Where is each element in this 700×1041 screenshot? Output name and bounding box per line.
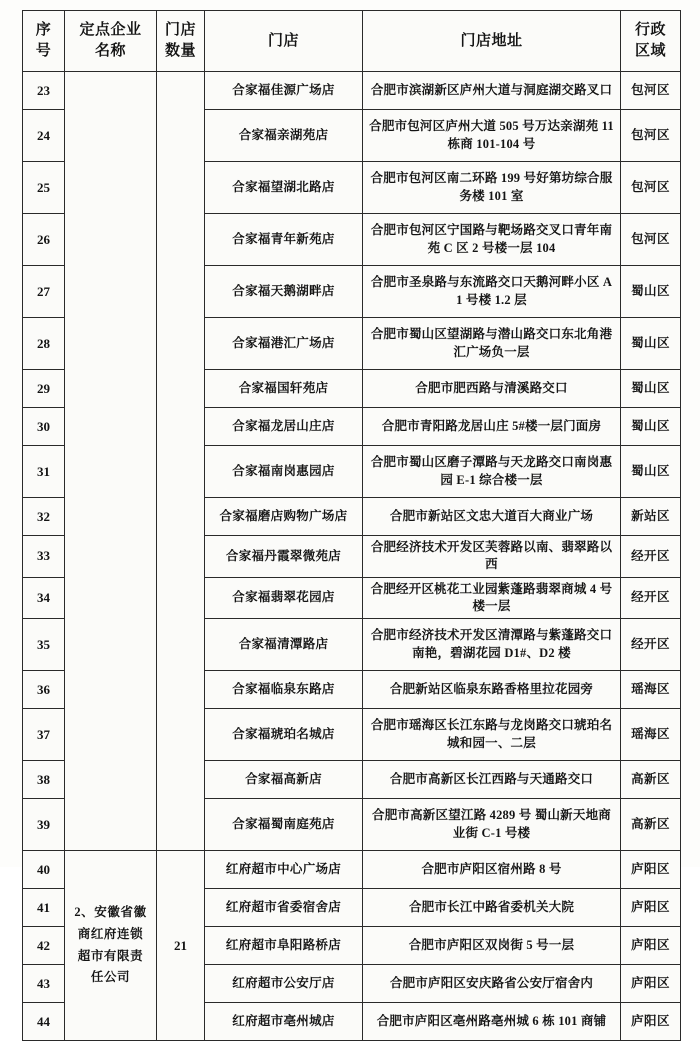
cell-seq: 39 <box>23 799 65 851</box>
cell-seq: 28 <box>23 318 65 370</box>
cell-store-name: 合家福港汇广场店 <box>205 318 363 370</box>
header-enterprise-line-1: 定点企业 <box>79 22 142 39</box>
cell-district: 新站区 <box>621 498 681 536</box>
cell-district: 经开区 <box>621 619 681 671</box>
table-header <box>23 11 681 72</box>
cell-district: 蜀山区 <box>621 318 681 370</box>
cell-store-address: 合肥市蜀山区望湖路与潜山路交口东北角港汇广场负一层 <box>363 318 621 370</box>
cell-seq: 36 <box>23 671 65 709</box>
header-store-line-1: 门店 <box>267 32 299 49</box>
cell-store-address: 合肥市庐阳区宿州路 8 号 <box>363 851 621 889</box>
cell-store-address: 合肥市包河区庐州大道 505 号万达亲湖苑 11 栋商 101-104 号 <box>363 110 621 162</box>
cell-store-address: 合肥市肥西路与清溪路交口 <box>363 370 621 408</box>
cell-seq: 35 <box>23 619 65 671</box>
table-row <box>23 72 681 110</box>
cell-store-name: 合家福国轩苑店 <box>205 370 363 408</box>
cell-enterprise-name <box>65 851 157 1041</box>
cell-district: 包河区 <box>621 162 681 214</box>
enterprise-name-line: 商红府连锁 <box>77 926 144 941</box>
cell-seq: 44 <box>23 1003 65 1041</box>
cell-store-address: 合肥市经济技术开发区清潭路与紫蓬路交口南艳，碧湖花园 D1#、D2 楼 <box>363 619 621 671</box>
cell-store-name: 合家福高新店 <box>205 761 363 799</box>
cell-store-address: 合肥市包河区宁国路与靶场路交叉口青年南苑 C 区 2 号楼一层 104 <box>363 214 621 266</box>
header-cell-district <box>621 11 681 72</box>
cell-store-name: 合家福龙居山庄店 <box>205 408 363 446</box>
header-seq-line-2: 号 <box>35 43 52 59</box>
cell-district: 蜀山区 <box>621 370 681 408</box>
header-seq-line-1: 序 <box>35 22 52 39</box>
cell-district: 庐阳区 <box>621 851 681 889</box>
cell-district: 蜀山区 <box>621 266 681 318</box>
cell-seq: 41 <box>23 889 65 927</box>
cell-store-address: 合肥经开区桃花工业园紫蓬路翡翠商城 4 号楼一层 <box>363 577 621 619</box>
cell-store-address: 合肥市蜀山区磨子潭路与天龙路交口南岗惠园 E-1 综合楼一层 <box>363 446 621 498</box>
header-row <box>23 11 681 72</box>
header-cell-address <box>363 11 621 72</box>
cell-store-address: 合肥市圣泉路与东流路交口天鹅河畔小区 A1 号楼 1.2 层 <box>363 266 621 318</box>
cell-store-name: 合家福琥珀名城店 <box>205 709 363 761</box>
cell-store-name: 红府超市中心广场店 <box>205 851 363 889</box>
cell-enterprise-name <box>65 72 157 851</box>
cell-store-name: 合家福临泉东路店 <box>205 671 363 709</box>
cell-district: 庐阳区 <box>621 927 681 965</box>
cell-store-count <box>157 72 205 851</box>
enterprise-name-line: 2、安徽省徽 <box>74 904 147 919</box>
cell-store-address: 合肥经济技术开发区芙蓉路以南、翡翠路以西 <box>363 536 621 578</box>
cell-seq: 34 <box>23 577 65 619</box>
cell-store-name: 红府超市阜阳路桥店 <box>205 927 363 965</box>
enterprise-name-line: 任公司 <box>90 970 131 985</box>
cell-store-address: 合肥市瑶海区长江东路与龙岗路交口琥珀名城和园一、二层 <box>363 709 621 761</box>
cell-store-name: 合家福丹霞翠微苑店 <box>205 536 363 578</box>
designated-stores-table <box>22 10 681 1041</box>
cell-seq: 40 <box>23 851 65 889</box>
cell-store-name: 合家福南岗惠园店 <box>205 446 363 498</box>
cell-store-address: 合肥市青阳路龙居山庄 5#楼一层门面房 <box>363 408 621 446</box>
table-row <box>23 851 681 889</box>
cell-store-address: 合肥市庐阳区双岗街 5 号一层 <box>363 927 621 965</box>
header-count-line-1: 门店 <box>164 22 196 39</box>
header-cell-enterprise <box>65 11 157 72</box>
cell-store-address: 合肥市庐阳区安庆路省公安厅宿舍内 <box>363 965 621 1003</box>
header-enterprise-line-2: 名称 <box>94 43 126 59</box>
cell-store-address: 合肥市高新区长江西路与天通路交口 <box>363 761 621 799</box>
cell-store-name: 红府超市亳州城店 <box>205 1003 363 1041</box>
cell-district: 高新区 <box>621 799 681 851</box>
header-cell-seq <box>23 11 65 72</box>
cell-seq: 43 <box>23 965 65 1003</box>
cell-store-address: 合肥新站区临泉东路香格里拉花园旁 <box>363 671 621 709</box>
cell-district: 经开区 <box>621 577 681 619</box>
cell-store-name: 合家福翡翠花园店 <box>205 577 363 619</box>
header-cell-store <box>205 11 363 72</box>
cell-store-address: 合肥市新站区文忠大道百大商业广场 <box>363 498 621 536</box>
cell-seq: 30 <box>23 408 65 446</box>
header-district-line-1: 行政 <box>634 22 666 39</box>
cell-store-count: 21 <box>157 851 205 1041</box>
header-count-line-2: 数量 <box>164 43 196 59</box>
enterprise-name-line: 超市有限责 <box>77 948 144 963</box>
cell-district: 瑶海区 <box>621 709 681 761</box>
cell-store-name: 红府超市公安厅店 <box>205 965 363 1003</box>
cell-seq: 23 <box>23 72 65 110</box>
header-cell-count <box>157 11 205 72</box>
cell-district: 包河区 <box>621 110 681 162</box>
cell-seq: 42 <box>23 927 65 965</box>
cell-store-name: 合家福天鹅湖畔店 <box>205 266 363 318</box>
cell-seq: 31 <box>23 446 65 498</box>
cell-store-name: 合家福蜀南庭苑店 <box>205 799 363 851</box>
cell-district: 经开区 <box>621 536 681 578</box>
cell-seq: 32 <box>23 498 65 536</box>
cell-district: 蜀山区 <box>621 446 681 498</box>
cell-store-address: 合肥市高新区望江路 4289 号 蜀山新天地商业街 C-1 号楼 <box>363 799 621 851</box>
cell-seq: 38 <box>23 761 65 799</box>
cell-store-name: 合家福磨店购物广场店 <box>205 498 363 536</box>
cell-seq: 27 <box>23 266 65 318</box>
cell-store-address: 合肥市长江中路省委机关大院 <box>363 889 621 927</box>
cell-district: 包河区 <box>621 214 681 266</box>
cell-seq: 24 <box>23 110 65 162</box>
cell-store-address: 合肥市庐阳区亳州路亳州城 6 栋 101 商铺 <box>363 1003 621 1041</box>
cell-store-address: 合肥市包河区南二环路 199 号好第坊综合服务楼 101 室 <box>363 162 621 214</box>
cell-store-name: 合家福青年新苑店 <box>205 214 363 266</box>
cell-district: 庐阳区 <box>621 1003 681 1041</box>
cell-district: 庐阳区 <box>621 889 681 927</box>
cell-store-name: 合家福清潭路店 <box>205 619 363 671</box>
cell-seq: 33 <box>23 536 65 578</box>
cell-store-name: 红府超市省委宿舍店 <box>205 889 363 927</box>
cell-seq: 26 <box>23 214 65 266</box>
cell-seq: 25 <box>23 162 65 214</box>
cell-store-name: 合家福望湖北路店 <box>205 162 363 214</box>
cell-district: 庐阳区 <box>621 965 681 1003</box>
cell-district: 包河区 <box>621 72 681 110</box>
cell-store-address: 合肥市滨湖新区庐州大道与洞庭湖交路叉口 <box>363 72 621 110</box>
cell-district: 高新区 <box>621 761 681 799</box>
table-body <box>23 72 681 1041</box>
cell-store-name: 合家福佳源广场店 <box>205 72 363 110</box>
cell-seq: 29 <box>23 370 65 408</box>
header-address-line-1: 门店地址 <box>460 32 523 49</box>
cell-store-name: 合家福亲湖苑店 <box>205 110 363 162</box>
cell-district: 瑶海区 <box>621 671 681 709</box>
cell-seq: 37 <box>23 709 65 761</box>
header-district-line-2: 区域 <box>634 43 666 59</box>
cell-district: 蜀山区 <box>621 408 681 446</box>
